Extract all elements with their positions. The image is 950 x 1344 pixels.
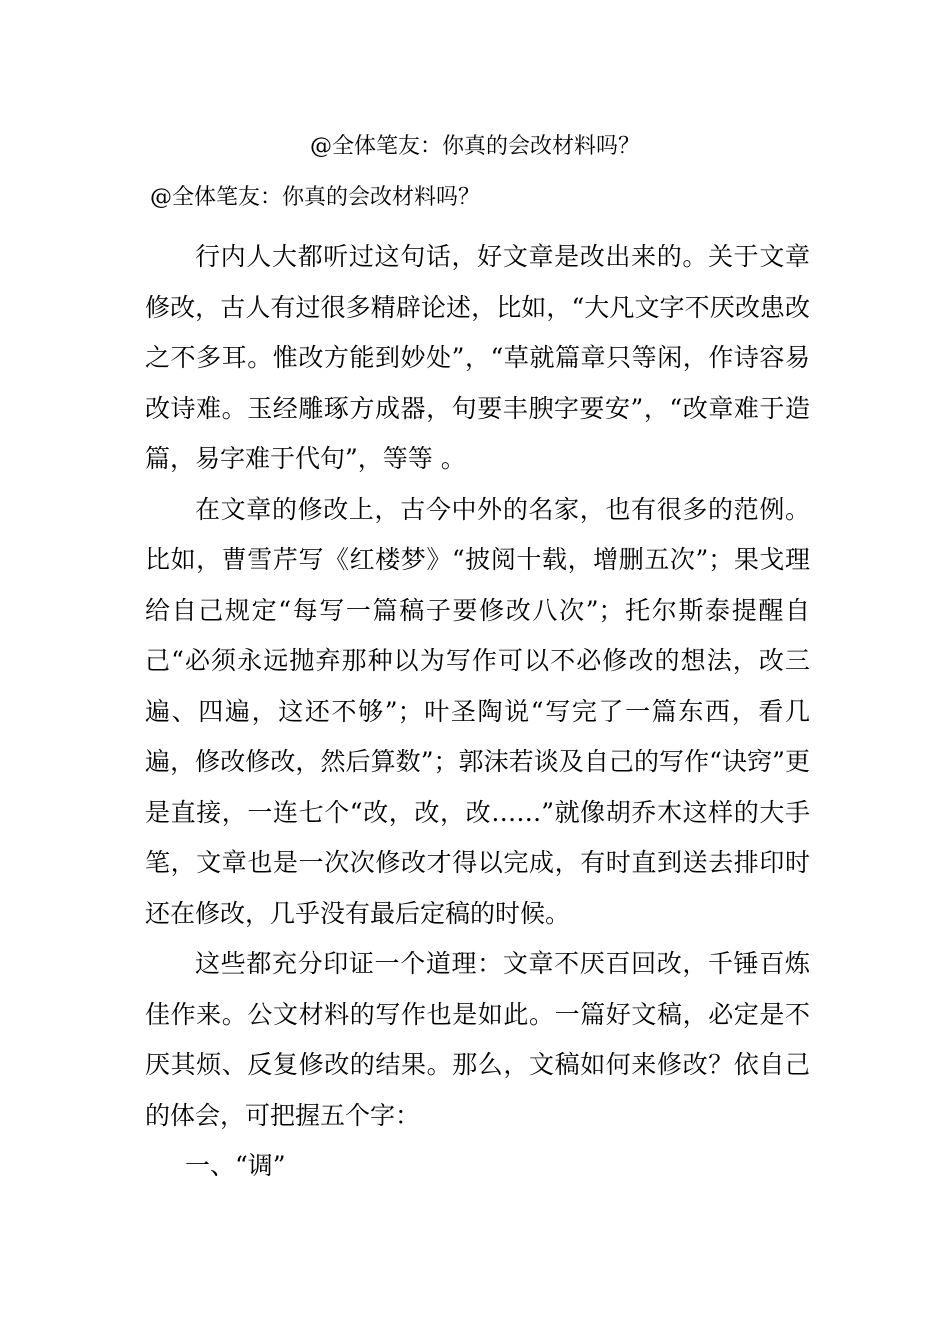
document-body [145, 232, 810, 1192]
section-heading: 一、“调” [185, 1151, 286, 1180]
body-paragraph-1: 行内人大都听过这句话，好文章是改出来的。关于文章修改，古人有过很多精辟论述，比如，“大凡文字不厌改患改之不多耳。惟改方能到妙处”，“草就篇章只等闲，作诗容易改诗难。玉经雕琢方成器，句要丰腴字要安”，“改章难于造篇，易字难于代句”，等等 。 [145, 242, 810, 473]
body-paragraph-3: 这些都充分印证一个道理：文章不厌百回改，千锤百炼佳作来。公文材料的写作也是如此。一篇好文稿，必定是不厌其烦、反复修改的结果。那么，文稿如何来修改？依自己的体会，可把握五个字： [145, 949, 810, 1130]
body-paragraph-2: 在文章的修改上，古今中外的名家，也有很多的范例。比如，曹雪芹写《红楼梦》“披阅十载，增删五次”；果戈理给自己规定“每写一篇稿子要修改八次”；托尔斯泰提醒自己“必须永远抛弃那种以为写作可以不必修改的想法，改三遍、四遍，这还不够”；叶圣陶说“写完了一篇东西，看几遍，修改修改，然后算数”；郭沫若谈及自己的写作“诀窍”更是直接，一连七个“改，改，改……”就像胡乔木这样的大手笔，文章也是一次次修改才得以完成，有时直到送去排印时还在修改，几乎没有最后定稿的时候。 [145, 494, 810, 928]
document-subtitle: @全体笔友：你真的会改材料吗？ [150, 185, 481, 210]
document-title: @全体笔友：你真的会改材料吗？ [309, 134, 640, 159]
